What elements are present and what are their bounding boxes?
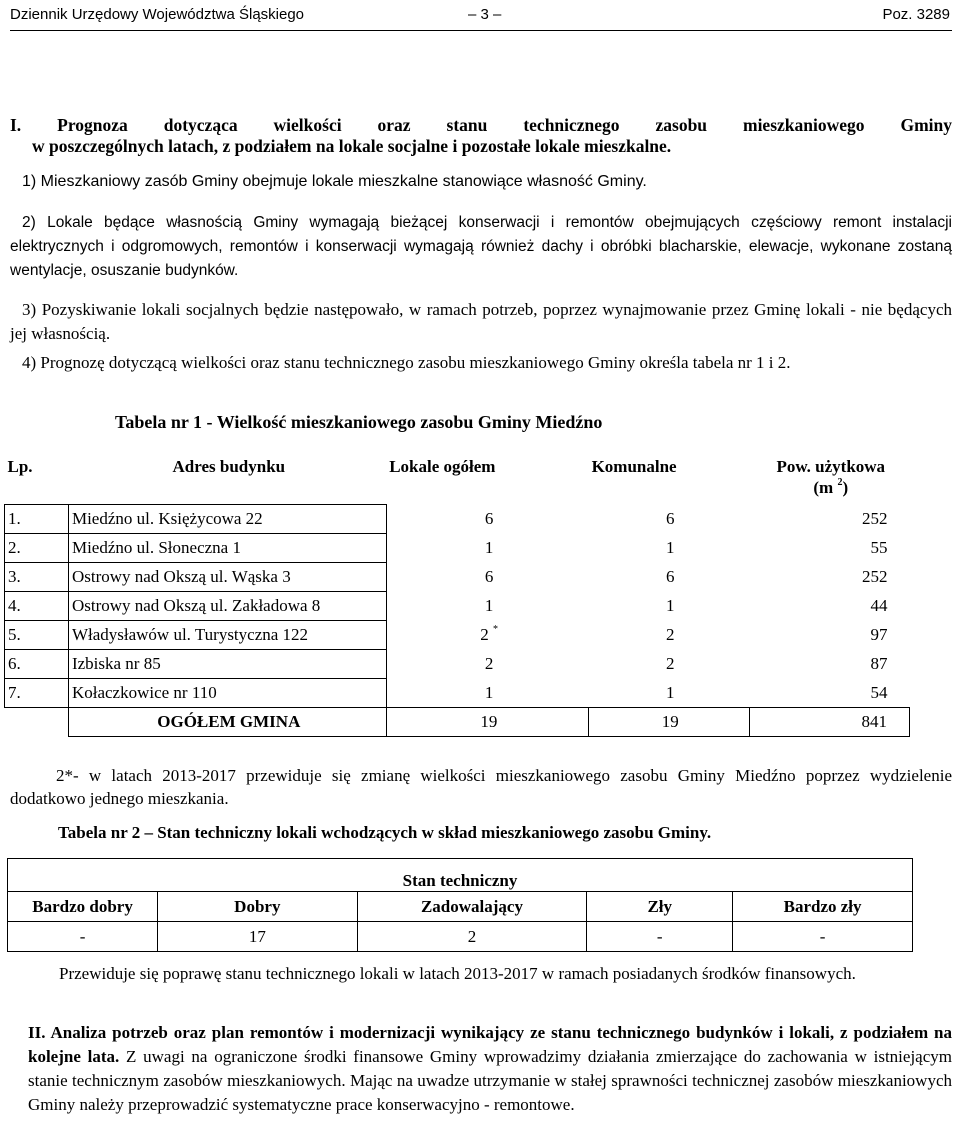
table-2-note: Przewiduje się poprawę stanu technicznego lokali w latach 2013-2017 w ramach posiadanych środków finansowych. bbox=[59, 964, 856, 983]
value-satisfactory: 2 bbox=[357, 922, 587, 952]
table-row bbox=[5, 591, 910, 620]
row-lp: 4. bbox=[5, 591, 69, 620]
table-total-row bbox=[5, 707, 910, 736]
header-area-label: Pow. użytkowa bbox=[776, 457, 886, 476]
row-area: 97 bbox=[870, 625, 888, 644]
row-area: 55 bbox=[870, 538, 888, 557]
table-2-caption: Tabela nr 2 – Stan techniczny lokali wchodzących w skład mieszkaniowego zasobu Gminy. bbox=[58, 823, 712, 842]
row-area: 44 bbox=[870, 596, 888, 615]
row-lp: 2. bbox=[5, 533, 69, 562]
section-2-text: Z uwagi na ograniczone środki finansowe Gminy wprowadzimy działania zmierzające do zachowania w istniejącym stanie technicznym zasobów mieszkaniowych. Mając na uwadze utrzymanie w stałej sprawności technicznej zasobów mieszkaniowych Gminy należy przeprowadzić systematyczne prace konserwacyjno - remontowe. bbox=[28, 1047, 952, 1114]
total-spacer bbox=[5, 707, 69, 736]
row-address: Kołaczkowice nr 110 bbox=[68, 678, 386, 707]
row-municipal: 1 bbox=[666, 682, 675, 702]
header-area-unit: (m bbox=[813, 478, 838, 497]
row-municipal: 6 bbox=[666, 509, 675, 528]
row-total-value: 2 bbox=[480, 625, 493, 644]
header-total-units: Lokale ogółem bbox=[389, 457, 496, 476]
row-total: 1 bbox=[484, 538, 494, 557]
row-address: Ostrowy nad Okszą ul. Zakładowa 8 bbox=[68, 591, 386, 620]
row-lp: 6. bbox=[5, 649, 69, 678]
value-very-good: - bbox=[8, 922, 158, 952]
header-satisfactory: Zadowalający bbox=[357, 892, 587, 922]
row-address: Izbiska nr 85 bbox=[68, 649, 386, 678]
section-2-paragraph bbox=[28, 1021, 952, 1117]
section-1-heading-line2: w poszczególnych latach, z podziałem na lokale socjalne i pozostałe lokale mieszkalne. bbox=[32, 136, 672, 156]
technical-condition-table bbox=[7, 858, 913, 952]
row-area: 252 bbox=[862, 567, 888, 586]
row-municipal: 6 bbox=[666, 567, 675, 586]
row-lp: 1. bbox=[5, 504, 69, 533]
page-header bbox=[10, 6, 952, 31]
header-very-bad: Bardzo zły bbox=[733, 892, 913, 922]
table-1-footnote: 2*- w latach 2013-2017 przewiduje się zmianę wielkości mieszkaniowego zasobu Gminy Miedźno poprzez wydzielenie dodatkowo jednego mieszkania. bbox=[10, 766, 952, 808]
row-total: 1 bbox=[484, 682, 494, 702]
table-header-row bbox=[5, 448, 910, 504]
header-lp: Lp. bbox=[7, 457, 33, 476]
paragraph-3: 3) Pozyskiwanie lokali socjalnych będzie następowało, w ramach potrzeb, poprzez wynajmowanie przez Gminę lokali - nie będących jej własnością. bbox=[10, 300, 952, 343]
table-row bbox=[5, 678, 910, 707]
table-row bbox=[5, 649, 910, 678]
journal-title: Dziennik Urzędowy Województwa Śląskiego bbox=[10, 6, 305, 23]
table-header-row bbox=[8, 892, 913, 922]
page-number: – 3 – bbox=[468, 6, 502, 23]
row-lp: 3. bbox=[5, 562, 69, 591]
position-number: Poz. 3289 bbox=[882, 6, 950, 23]
paragraph-1: 1) Mieszkaniowy zasób Gminy obejmuje lokale mieszkalne stanowiące własność Gminy. bbox=[22, 173, 647, 190]
row-municipal: 2 bbox=[666, 625, 675, 644]
row-total bbox=[386, 620, 588, 649]
row-area: 252 bbox=[862, 509, 888, 528]
header-good: Dobry bbox=[158, 892, 358, 922]
values-row bbox=[8, 922, 913, 952]
row-area: 54 bbox=[870, 682, 888, 702]
header-area-close: ) bbox=[842, 478, 849, 497]
group-header: Stan techniczny bbox=[8, 859, 913, 892]
row-total: 1 bbox=[484, 596, 494, 615]
row-total: 6 bbox=[484, 509, 494, 528]
row-municipal: 1 bbox=[666, 596, 675, 615]
row-address: Miedźno ul. Księżycowa 22 bbox=[68, 504, 386, 533]
row-total: 6 bbox=[484, 567, 494, 586]
total-units: 19 bbox=[386, 707, 588, 736]
row-area: 87 bbox=[870, 654, 888, 673]
row-address: Ostrowy nad Okszą ul. Wąska 3 bbox=[68, 562, 386, 591]
row-total: 2 bbox=[484, 654, 494, 673]
total-municipal: 19 bbox=[589, 707, 749, 736]
footnote-marker: * bbox=[493, 624, 498, 635]
header-municipal: Komunalne bbox=[591, 457, 677, 476]
group-header-row bbox=[8, 859, 913, 892]
header-bad: Zły bbox=[587, 892, 733, 922]
value-good: 17 bbox=[158, 922, 358, 952]
table-row bbox=[5, 504, 910, 533]
row-lp: 7. bbox=[5, 678, 69, 707]
value-bad: - bbox=[587, 922, 733, 952]
housing-stock-table bbox=[4, 448, 910, 737]
header-usable-area bbox=[749, 448, 909, 504]
row-municipal: 2 bbox=[666, 654, 675, 673]
row-lp: 5. bbox=[5, 620, 69, 649]
row-municipal: 1 bbox=[666, 538, 675, 557]
table-row bbox=[5, 562, 910, 591]
table-1-caption: Tabela nr 1 - Wielkość mieszkaniowego zasobu Gminy Miedźno bbox=[115, 412, 603, 432]
table-row bbox=[5, 620, 910, 649]
section-1-heading-line1: I. Prognoza dotycząca wielkości oraz stanu technicznego zasobu mieszkaniowego Gminy bbox=[10, 115, 952, 135]
row-address: Władysławów ul. Turystyczna 122 bbox=[68, 620, 386, 649]
section-2-heading: II. Analiza potrzeb oraz plan remontów i modernizacji wynikający ze stanu technicznego budynków i lokali, z podziałem na kolejne lata. bbox=[28, 1023, 952, 1066]
total-area: 841 bbox=[749, 707, 909, 736]
paragraph-2: 2) Lokale będące własnością Gminy wymagają bieżącej konserwacji i remontów obejmujących częściowy remont instalacji elektrycznych i odgromowych, remontów i konserwacji wymagają również dachy i obróbki blacharskie, elewacje, wykonane zostaną wentylacje, osuszanie budynków. bbox=[10, 214, 952, 279]
value-very-bad: - bbox=[733, 922, 913, 952]
header-very-good: Bardzo dobry bbox=[8, 892, 158, 922]
table-row bbox=[5, 533, 910, 562]
header-address: Adres budynku bbox=[172, 457, 286, 476]
header-area-exponent: 2 bbox=[837, 477, 843, 488]
paragraph-4: 4) Prognozę dotyczącą wielkości oraz stanu technicznego zasobu mieszkaniowego Gminy określa tabela nr 1 i 2. bbox=[22, 353, 791, 372]
row-address: Miedźno ul. Słoneczna 1 bbox=[68, 533, 386, 562]
total-label: OGÓŁEM GMINA bbox=[68, 707, 386, 736]
